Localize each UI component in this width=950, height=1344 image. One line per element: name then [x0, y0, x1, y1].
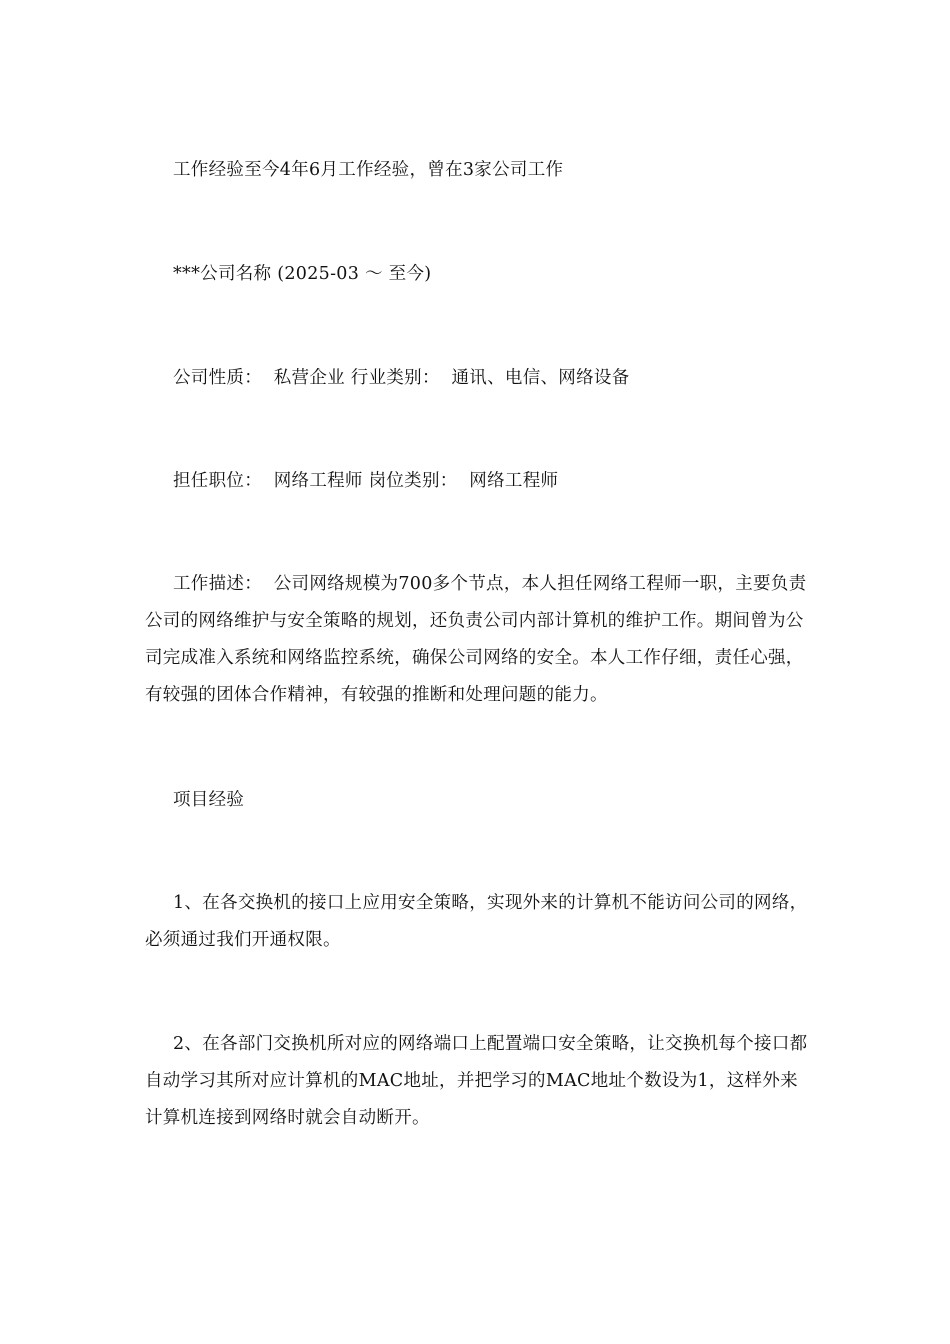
job-description: 工作描述： 公司网络规模为700多个节点，本人担任网络工程师一职，主要负责公司的网络维护与安全策略的规划，还负责公司内部计算机的维护工作。期间曾为公司完成准入系统和网络监控系统，确保公司网络的安全。本人工作仔细，责任心强，有较强的团体合作精神，有较强的推断和处理问题的能力。	[145, 574, 807, 705]
position: 担任职位： 网络工程师 岗位类别： 网络工程师	[173, 471, 559, 491]
company-name: ***公司名称 (2025-03 ～ 至今)	[173, 264, 432, 284]
project-item-2: 2、在各部门交换机所对应的网络端口上配置端口安全策略，让交换机每个接口都自动学习其所对应计算机的MAC地址，并把学习的MAC地址个数设为1，这样外来计算机连接到网络时就会自动断开。	[145, 1034, 808, 1128]
company-nature: 公司性质： 私营企业 行业类别： 通讯、电信、网络设备	[173, 368, 630, 388]
experience-summary: 工作经验至今4年6月工作经验，曾在3家公司工作	[173, 160, 564, 180]
project-item-1: 1、在各交换机的接口上应用安全策略，实现外来的计算机不能访问公司的网络，必须通过我们开通权限。	[145, 893, 808, 950]
project-heading: 项目经验	[173, 790, 245, 810]
